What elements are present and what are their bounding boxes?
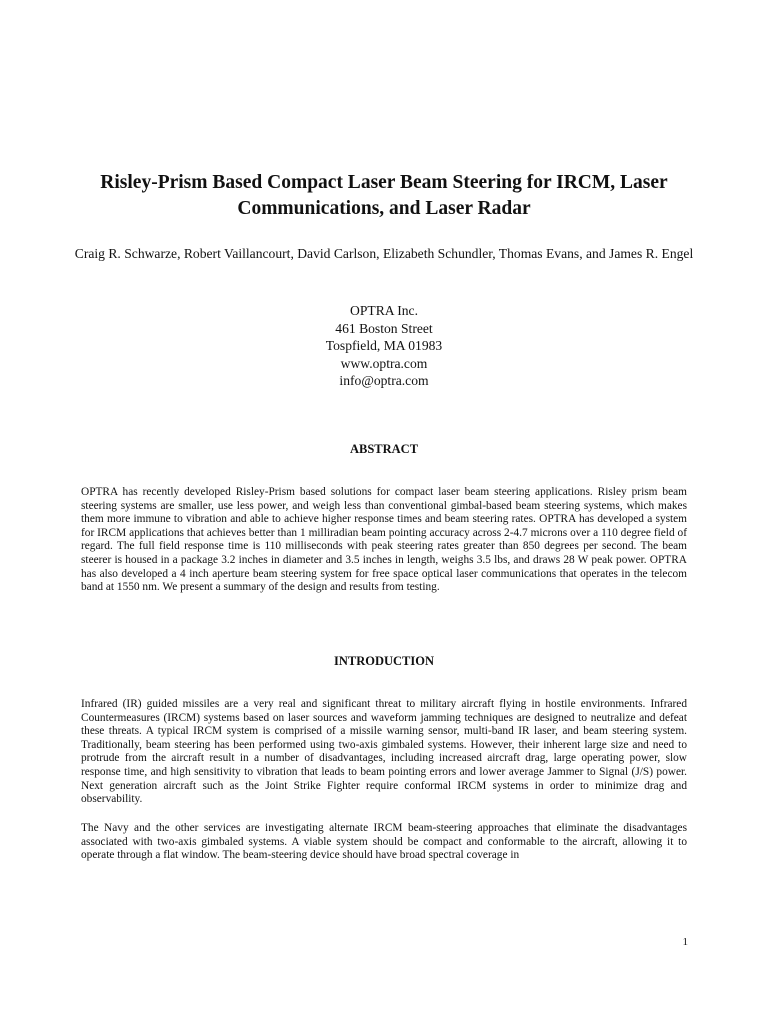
abstract-heading: ABSTRACT: [349, 442, 419, 456]
organization-name: OPTRA Inc.: [350, 303, 418, 318]
website-link[interactable]: www.optra.com: [340, 355, 428, 371]
affiliation-block: [184, 302, 584, 390]
introduction-heading: INTRODUCTION: [333, 654, 434, 668]
street-address: 461 Boston Street: [335, 320, 433, 336]
author-list: Craig R. Schwarze, Robert Vaillancourt, David Carlson, Elizabeth Schundler, Thomas Evans, and James R. Engel: [74, 246, 694, 261]
city-state-zip: Tospfield, MA 01983: [325, 338, 443, 354]
email-link[interactable]: info@optra.com: [339, 373, 429, 389]
page-number: 1: [682, 936, 688, 948]
introduction-paragraph: Infrared (IR) guided missiles are a very real and significant threat to military aircraft flying in hostile environments. Infrared Countermeasures (IRCM) systems based on laser sources and waveform jamming techniques are designed to neutralize and defeat these threats. A typical IRCM system is comprised of a missile warning sensor, multi-band IR laser, and beam steering system. Traditionally, beam steering has been performed using two-axis gimbaled systems. However, their inherent large size and need to protrude from the aircraft result in a number of disadvantages, including increased aircraft drag, large operating power, slow response time, and high sensitivity to vibration that leads to beam pointing errors and lower average Jammer to Signal (J/S) power. Next generation aircraft such as the Joint Strike Fighter require conformal IRCM systems in order to minimize drag and observability.: [81, 698, 687, 806]
introduction-paragraph: The Navy and the other services are investigating alternate IRCM beam-steering approaches that eliminate the disadvantages associated with two-axis gimbaled systems. A viable system should be compact and conformable to the aircraft, allowing it to operate through a flat window. The beam-steering device should have broad spectral coverage in: [81, 822, 687, 862]
paper-title: Risley-Prism Based Compact Laser Beam Steering for IRCM, Laser Communications, and Laser Radar: [100, 172, 668, 219]
abstract-paragraph: OPTRA has recently developed Risley-Prism based solutions for compact laser beam steering applications. Risley prism beam steering systems are smaller, use less power, and weigh less than conventional gimbal-based beam steering systems, which makes them more immune to vibration and able to achieve higher response times and beam steering rates. OPTRA has developed a system for IRCM applications that achieves better than 1 milliradian beam pointing accuracy across 2-4.7 microns over a 110 degree field of regard. The full field response time is 110 milliseconds with peak steering rates greater than 850 degrees per second. The beam steerer is housed in a package 3.2 inches in diameter and 3.5 inches in length, weighs 3.5 lbs, and draws 28 W peak power. OPTRA has also developed a 4 inch aperture beam steering system for free space optical laser communications that operates in the telecom band at 1550 nm. We present a summary of the design and results from testing.: [81, 486, 687, 594]
